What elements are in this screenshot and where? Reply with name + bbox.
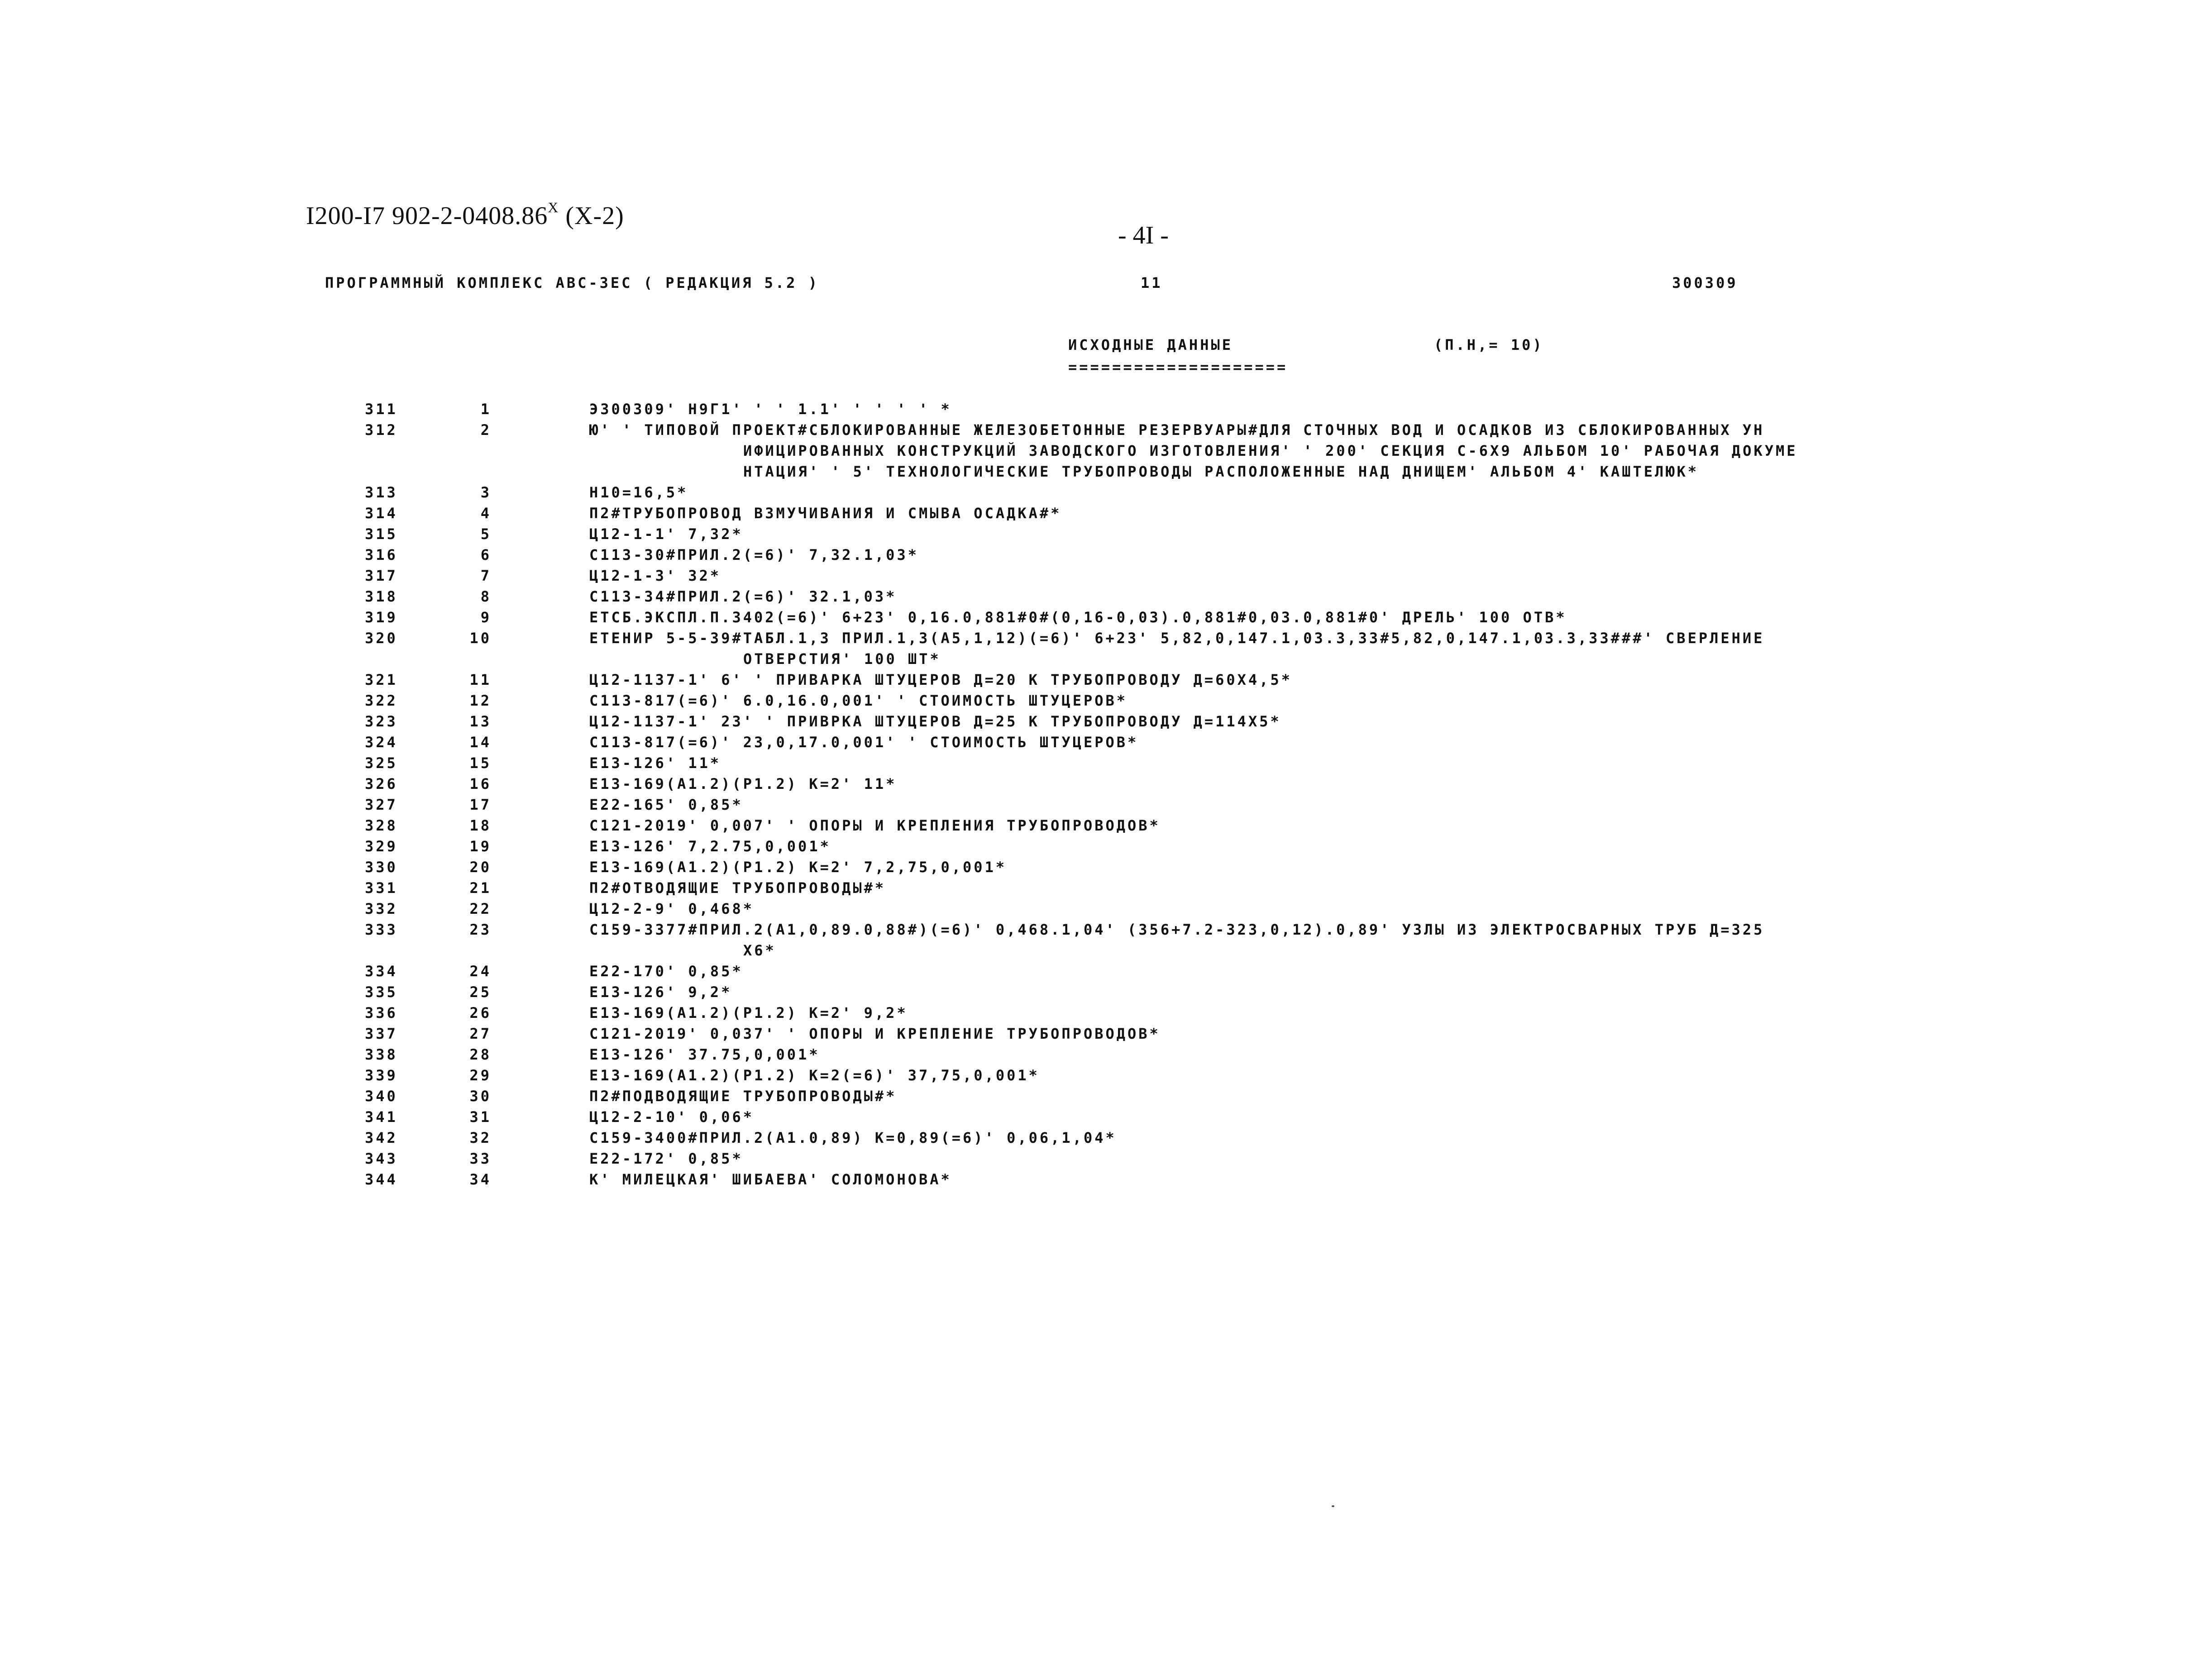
row-sequence-number: 24 xyxy=(469,963,492,980)
row-sequence-number: 3 xyxy=(480,484,492,501)
row-sequence-number: 19 xyxy=(469,838,492,855)
listing-row xyxy=(0,898,2212,919)
row-line-number: 314 xyxy=(365,505,398,522)
row-sequence-number: 13 xyxy=(469,713,492,730)
row-sequence-number: 23 xyxy=(469,921,492,938)
listing-row xyxy=(0,482,2212,503)
listing-row xyxy=(0,503,2212,524)
row-line-number: 336 xyxy=(365,1004,398,1021)
row-line-number: 337 xyxy=(365,1025,398,1042)
listing-row xyxy=(0,857,2212,878)
row-sequence-number: 21 xyxy=(469,879,492,897)
listing-row xyxy=(0,1127,2212,1148)
row-sequence-number: 9 xyxy=(480,609,492,626)
row-text: Е13-126' 9,2* xyxy=(589,983,732,1001)
row-sequence-number: 26 xyxy=(469,1004,492,1021)
row-line-number: 315 xyxy=(365,525,398,543)
listing-row xyxy=(0,690,2212,711)
document-id-text: I200-I7 902-2-0408.86 xyxy=(306,202,548,230)
listing-row xyxy=(0,607,2212,628)
listing-row xyxy=(0,711,2212,732)
row-sequence-number: 16 xyxy=(469,775,492,792)
listing-row xyxy=(0,773,2212,794)
row-sequence-number: 5 xyxy=(480,525,492,543)
row-line-number: 342 xyxy=(365,1129,398,1146)
row-text: Ц12-1-1' 7,32* xyxy=(589,525,743,543)
row-text: П2#ОТВОДЯЩИЕ ТРУБОПРОВОДЫ#* xyxy=(589,879,886,897)
listing-row xyxy=(0,815,2212,836)
row-line-number: 323 xyxy=(365,713,398,730)
row-text: Ц12-1137-1' 23' ' ПРИВРКА ШТУЦЕРОВ Д=25 К ТРУБОПРОВОДУ Д=114Х5* xyxy=(589,713,1281,730)
row-sequence-number: 17 xyxy=(469,796,492,813)
listing-row xyxy=(0,544,2212,565)
row-line-number: 333 xyxy=(365,921,398,938)
listing-row xyxy=(0,878,2212,898)
listing-row xyxy=(0,982,2212,1002)
section-title: ИСХОДНЫЕ ДАННЫЕ xyxy=(1068,336,1233,353)
row-line-number: 318 xyxy=(365,588,398,605)
section-title-rule: ==================== xyxy=(1068,358,1288,376)
row-line-number: 338 xyxy=(365,1046,398,1063)
row-sequence-number: 11 xyxy=(469,671,492,688)
row-line-number: 326 xyxy=(365,775,398,792)
scan-dot xyxy=(1332,1505,1334,1507)
row-continuation: Х6* xyxy=(743,942,776,959)
row-sequence-number: 7 xyxy=(480,567,492,584)
row-line-number: 321 xyxy=(365,671,398,688)
row-sequence-number: 4 xyxy=(480,505,492,522)
listing-row xyxy=(0,399,2212,420)
row-sequence-number: 31 xyxy=(469,1108,492,1126)
row-text: Е13-169(А1.2)(Р1.2) К=2' 9,2* xyxy=(589,1004,908,1021)
row-line-number: 339 xyxy=(365,1067,398,1084)
row-text: Ю' ' ТИПОВОЙ ПРОЕКТ#СБЛОКИРОВАННЫЕ ЖЕЛЕЗОБЕТОННЫЕ РЕЗЕРВУАРЫ#ДЛЯ СТОЧНЫХ ВОД И ОСАДКОВ ИЗ СБЛОКИРОВАННЫХ УН xyxy=(589,421,1765,439)
row-text: С121-2019' 0,037' ' ОПОРЫ И КРЕПЛЕНИЕ ТРУБОПРОВОДОВ* xyxy=(589,1025,1161,1042)
header-code: 300309 xyxy=(1672,274,1738,291)
row-line-number: 313 xyxy=(365,484,398,501)
row-continuation: ОТВЕРСТИЯ' 100 ШТ* xyxy=(743,650,941,668)
row-text: Е13-169(А1.2)(Р1.2) К=2' 7,2,75,0,001* xyxy=(589,859,1007,876)
row-text: Е13-169(А1.2)(Р1.2) К=2(=6)' 37,75,0,001* xyxy=(589,1067,1040,1084)
listing-row xyxy=(0,1002,2212,1023)
row-sequence-number: 12 xyxy=(469,692,492,709)
row-sequence-number: 6 xyxy=(480,546,492,563)
page-number: - 4I - xyxy=(1118,221,1169,249)
row-text: С159-3377#ПРИЛ.2(А1,0,89.0,88#)(=6)' 0,468.1,04' (356+7.2-323,0,12).0,89' УЗЛЫ ИЗ ЭЛЕКТРОСВАРНЫХ ТРУБ Д=325 xyxy=(589,921,1765,938)
listing-row xyxy=(0,1148,2212,1169)
listing-row xyxy=(0,1086,2212,1107)
listing-row xyxy=(0,628,2212,669)
row-text: Е13-126' 7,2.75,0,001* xyxy=(589,838,831,855)
listing-row xyxy=(0,1107,2212,1127)
listing-row xyxy=(0,1169,2212,1190)
row-sequence-number: 30 xyxy=(469,1088,492,1105)
row-line-number: 312 xyxy=(365,421,398,439)
row-text: Ц12-2-9' 0,468* xyxy=(589,900,754,917)
row-sequence-number: 20 xyxy=(469,859,492,876)
row-line-number: 325 xyxy=(365,754,398,772)
row-continuation: НТАЦИЯ' ' 5' ТЕХНОЛОГИЧЕСКИЕ ТРУБОПРОВОДЫ РАСПОЛОЖЕННЫЕ НАД ДНИЩЕМ' АЛЬБОМ 4' КАШТЕЛЮК* xyxy=(743,463,1699,480)
row-line-number: 344 xyxy=(365,1171,398,1188)
row-text: Е13-169(А1.2)(Р1.2) К=2' 11* xyxy=(589,775,897,792)
row-line-number: 322 xyxy=(365,692,398,709)
row-line-number: 320 xyxy=(365,630,398,647)
listing-row xyxy=(0,836,2212,857)
row-text: Е22-165' 0,85* xyxy=(589,796,743,813)
row-text: Е13-126' 11* xyxy=(589,754,721,772)
row-sequence-number: 29 xyxy=(469,1067,492,1084)
row-sequence-number: 22 xyxy=(469,900,492,917)
listing-row xyxy=(0,919,2212,961)
row-sequence-number: 2 xyxy=(480,421,492,439)
listing-row xyxy=(0,794,2212,815)
document-id-suffix: (X-2) xyxy=(559,202,624,230)
row-text: Е22-170' 0,85* xyxy=(589,963,743,980)
row-sequence-number: 32 xyxy=(469,1129,492,1146)
listing-row xyxy=(0,1044,2212,1065)
row-sequence-number: 25 xyxy=(469,983,492,1001)
row-line-number: 311 xyxy=(365,401,398,418)
row-text: Ц12-2-10' 0,06* xyxy=(589,1108,754,1126)
row-text: К' МИЛЕЦКАЯ' ШИБАЕВА' СОЛОМОНОВА* xyxy=(589,1171,952,1188)
row-line-number: 328 xyxy=(365,817,398,834)
row-sequence-number: 14 xyxy=(469,734,492,751)
row-line-number: 330 xyxy=(365,859,398,876)
listing-row xyxy=(0,565,2212,586)
row-text: Ц12-1137-1' 6' ' ПРИВАРКА ШТУЦЕРОВ Д=20 К ТРУБОПРОВОДУ Д=60Х4,5* xyxy=(589,671,1292,688)
row-line-number: 343 xyxy=(365,1150,398,1167)
listing-row xyxy=(0,524,2212,544)
listing-row xyxy=(0,669,2212,690)
listing-row xyxy=(0,420,2212,482)
row-sequence-number: 33 xyxy=(469,1150,492,1167)
row-text: Е13-126' 37.75,0,001* xyxy=(589,1046,820,1063)
row-sequence-number: 15 xyxy=(469,754,492,772)
header-number: 11 xyxy=(1141,274,1163,291)
row-line-number: 332 xyxy=(365,900,398,917)
listing-row xyxy=(0,586,2212,607)
program-header: ПРОГРАММНЫЙ КОМПЛЕКС АВС-3ЕС ( РЕДАКЦИЯ 5.2 ) xyxy=(325,274,819,291)
row-line-number: 335 xyxy=(365,983,398,1001)
listing-row xyxy=(0,732,2212,753)
row-continuation: ИФИЦИРОВАННЫХ КОНСТРУКЦИЙ ЗАВОДСКОГО ИЗГОТОВЛЕНИЯ' ' 200' СЕКЦИЯ С-6Х9 АЛЬБОМ 10' РАБОЧАЯ ДОКУМЕ xyxy=(743,442,1798,459)
row-text: Ц12-1-3' 32* xyxy=(589,567,721,584)
row-line-number: 331 xyxy=(365,879,398,897)
row-text: П2#ТРУБОПРОВОД ВЗМУЧИВАНИЯ И СМЫВА ОСАДКА#* xyxy=(589,505,1062,522)
listing-row xyxy=(0,961,2212,982)
row-sequence-number: 10 xyxy=(469,630,492,647)
listing-row xyxy=(0,1023,2212,1044)
listing-row xyxy=(0,1065,2212,1086)
row-sequence-number: 18 xyxy=(469,817,492,834)
row-line-number: 340 xyxy=(365,1088,398,1105)
row-line-number: 316 xyxy=(365,546,398,563)
row-text: С113-817(=6)' 23,0,17.0,001' ' СТОИМОСТЬ ШТУЦЕРОВ* xyxy=(589,734,1139,751)
row-line-number: 341 xyxy=(365,1108,398,1126)
row-sequence-number: 8 xyxy=(480,588,492,605)
row-text: С113-817(=6)' 6.0,16.0,001' ' СТОИМОСТЬ ШТУЦЕРОВ* xyxy=(589,692,1128,709)
row-text: С121-2019' 0,007' ' ОПОРЫ И КРЕПЛЕНИЯ ТРУБОПРОВОДОВ* xyxy=(589,817,1161,834)
row-text: ЕТСБ.ЭКСПЛ.П.3402(=6)' 6+23' 0,16.0,881#0#(0,16-0,03).0,881#0,03.0,881#0' ДРЕЛЬ' 100 ОТВ* xyxy=(589,609,1567,626)
row-line-number: 329 xyxy=(365,838,398,855)
row-line-number: 334 xyxy=(365,963,398,980)
row-sequence-number: 28 xyxy=(469,1046,492,1063)
row-text: ЕТЕНИР 5-5-39#ТАБЛ.1,3 ПРИЛ.1,3(А5,1,12)(=6)' 6+23' 5,82,0,147.1,03.3,33#5,82,0,147.1,03.3,33###' СВЕРЛЕНИЕ xyxy=(589,630,1765,647)
row-text: Е22-172' 0,85* xyxy=(589,1150,743,1167)
document-id-superscript: X xyxy=(548,199,559,215)
row-text: П2#ПОДВОДЯЩИЕ ТРУБОПРОВОДЫ#* xyxy=(589,1088,897,1105)
listing-row xyxy=(0,753,2212,773)
row-line-number: 327 xyxy=(365,796,398,813)
row-line-number: 324 xyxy=(365,734,398,751)
row-sequence-number: 27 xyxy=(469,1025,492,1042)
row-text: Н10=16,5* xyxy=(589,484,688,501)
row-line-number: 317 xyxy=(365,567,398,584)
row-line-number: 319 xyxy=(365,609,398,626)
row-text: С159-3400#ПРИЛ.2(А1.0,89) К=0,89(=6)' 0,06,1,04* xyxy=(589,1129,1117,1146)
data-listing xyxy=(0,399,2212,1190)
row-text: С113-34#ПРИЛ.2(=6)' 32.1,03* xyxy=(589,588,897,605)
document-id xyxy=(306,199,624,230)
row-sequence-number: 1 xyxy=(480,401,492,418)
row-text: Э300309' Н9Г1' ' ' 1.1' ' ' ' ' * xyxy=(589,401,952,418)
section-params: (П.Н,= 10) xyxy=(1434,336,1544,353)
row-text: С113-30#ПРИЛ.2(=6)' 7,32.1,03* xyxy=(589,546,919,563)
row-sequence-number: 34 xyxy=(469,1171,492,1188)
